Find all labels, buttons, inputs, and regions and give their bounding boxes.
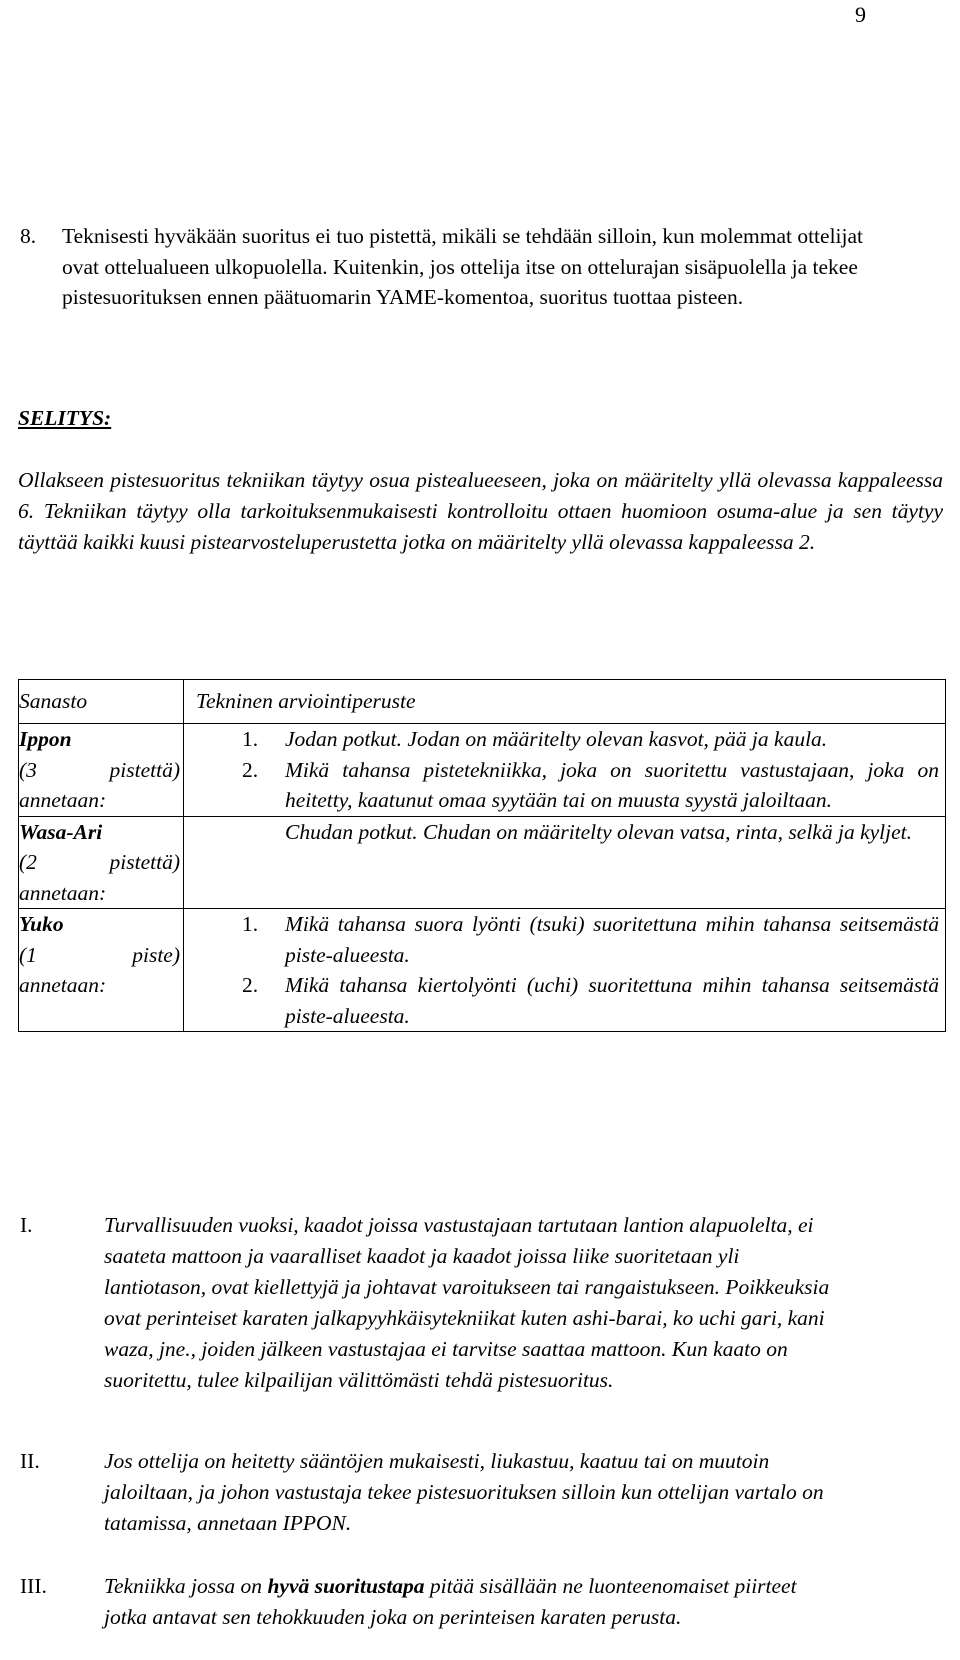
criteria-cell — [184, 724, 946, 817]
rule-item-text: Teknisesti hyväkään suoritus ei tuo pistettä, mikäli se tehdään silloin, kun molemmat ottelijat ovat ottelualueen ulkopuolella. Kuitenkin, jos ottelija itse on ottelurajan sisäpuolella ja tekee pistesuorituksen ennen päätuomarin YAME-komentoa, suoritus tuottaa pisteen. — [62, 224, 864, 309]
note-text: Jos ottelija on heitetty sääntöjen mukaisesti, liukastuu, kaatuu tai on muutoin jaloiltaan, ja johon vastustaja tekee pistesuorituksen silloin kun ottelijan vartalo on tatamissa, annetaan IPPON. — [104, 1449, 824, 1535]
page-number: 9 — [855, 2, 866, 27]
term-name: Wasa-Ari — [19, 819, 103, 844]
note-text-start: Tekniikka jossa on — [104, 1574, 263, 1598]
criteria-text: Mikä tahansa kiertolyönti (uchi) suoritettuna mihin tahansa seitsemästä piste-alueesta. — [285, 973, 939, 1028]
criteria-cell — [184, 816, 946, 909]
header-vocabulary: Sanasto — [19, 680, 184, 724]
note-numeral: II. — [20, 1449, 40, 1473]
term-cell — [19, 724, 184, 817]
header-criteria: Tekninen arviointiperuste — [184, 680, 946, 724]
criteria-number: 2. — [242, 757, 259, 782]
note-text-end: pitää sisällään ne luonteenomaiset piirteet jotka antavat sen tehokkuuden joka on perinteisen karaten perusta. — [104, 1574, 797, 1629]
scoring-table — [18, 679, 946, 1032]
term-cell — [19, 909, 184, 1032]
criteria-item — [196, 755, 939, 816]
term-given: annetaan: — [19, 880, 107, 905]
criteria-number: 1. — [242, 727, 259, 751]
term-name: Yuko — [19, 912, 64, 936]
criteria-cell — [184, 909, 946, 1032]
rule-item-8 — [20, 221, 900, 313]
note-numeral: I. — [20, 1213, 33, 1237]
criteria-text: Mikä tahansa pistetekniikka, joka on suoritettu vastustajaan, joka on heitetty, kaatunut omaa syytään tai on muusta syystä jaloiltaan. — [285, 757, 939, 812]
note-numeral: III. — [20, 1574, 47, 1598]
term-points: (1 piste) — [19, 942, 180, 967]
table-header-row — [19, 680, 946, 724]
table-row — [19, 909, 946, 1032]
criteria-item — [196, 909, 939, 970]
table-row — [19, 724, 946, 817]
explanation-heading: SELITYS: — [18, 406, 112, 430]
term-points: (2 pistettä) — [19, 850, 180, 874]
term-points: (3 pistettä) — [19, 757, 180, 782]
criteria-text: Mikä tahansa suora lyönti (tsuki) suoritettuna mihin tahansa seitsemästä piste-alueesta. — [285, 912, 939, 967]
criteria-item — [196, 970, 939, 1031]
criteria-number: 1. — [242, 912, 259, 936]
note-i — [20, 1210, 840, 1396]
criteria-text: Jodan potkut. Jodan on määritelty olevan kasvot, pää ja kaula. — [285, 727, 828, 751]
term-given: annetaan: — [19, 973, 107, 997]
note-ii — [20, 1446, 840, 1539]
note-text-bold: hyvä suoritustapa — [267, 1574, 425, 1598]
note-text: Turvallisuuden vuoksi, kaadot joissa vastustajaan tartutaan lantion alapuolelta, ei saateta mattoon ja vaaralliset kaadot ja kaadot joissa liike suoritetaan yli lantiotason, ovat kiellettyjä ja johtavat varoitukseen tai rangaistukseen. Poikkeuksia ovat perinteiset karaten jalkapyyhkäisytekniikat kuten ashi-barai, ko uchi gari, kani waza, jne., joiden jälkeen vastustajaa ei tarvitse saattaa mattoon. Kun kaato on suoritettu, tulee kilpailijan välittömästi tehdä pistesuoritus. — [104, 1213, 830, 1392]
term-cell — [19, 816, 184, 909]
table-row — [19, 816, 946, 909]
term-name: Ippon — [19, 727, 72, 751]
criteria-item — [196, 724, 939, 755]
explanation-text: Ollakseen pistesuoritus tekniikan täytyy osua pistealueeseen, joka on määritelty yllä olevassa kappaleessa 6. Tekniikan täytyy olla tarkoituksenmukaisesti kontrolloitu ottaen huomioon osuma-alue ja sen täytyy täyttää kaikki kuusi pistearvosteluperustetta jotka on määritelty yllä olevassa kappaleessa 2. — [18, 468, 943, 554]
note-iii — [20, 1571, 840, 1633]
criteria-text: Chudan potkut. Chudan on määritelty olevan vatsa, rinta, selkä ja kyljet. — [285, 819, 912, 844]
term-given: annetaan: — [19, 788, 107, 812]
criteria-number: 2. — [242, 973, 259, 997]
note-text — [104, 1571, 840, 1633]
rule-item-number: 8. — [20, 224, 37, 248]
